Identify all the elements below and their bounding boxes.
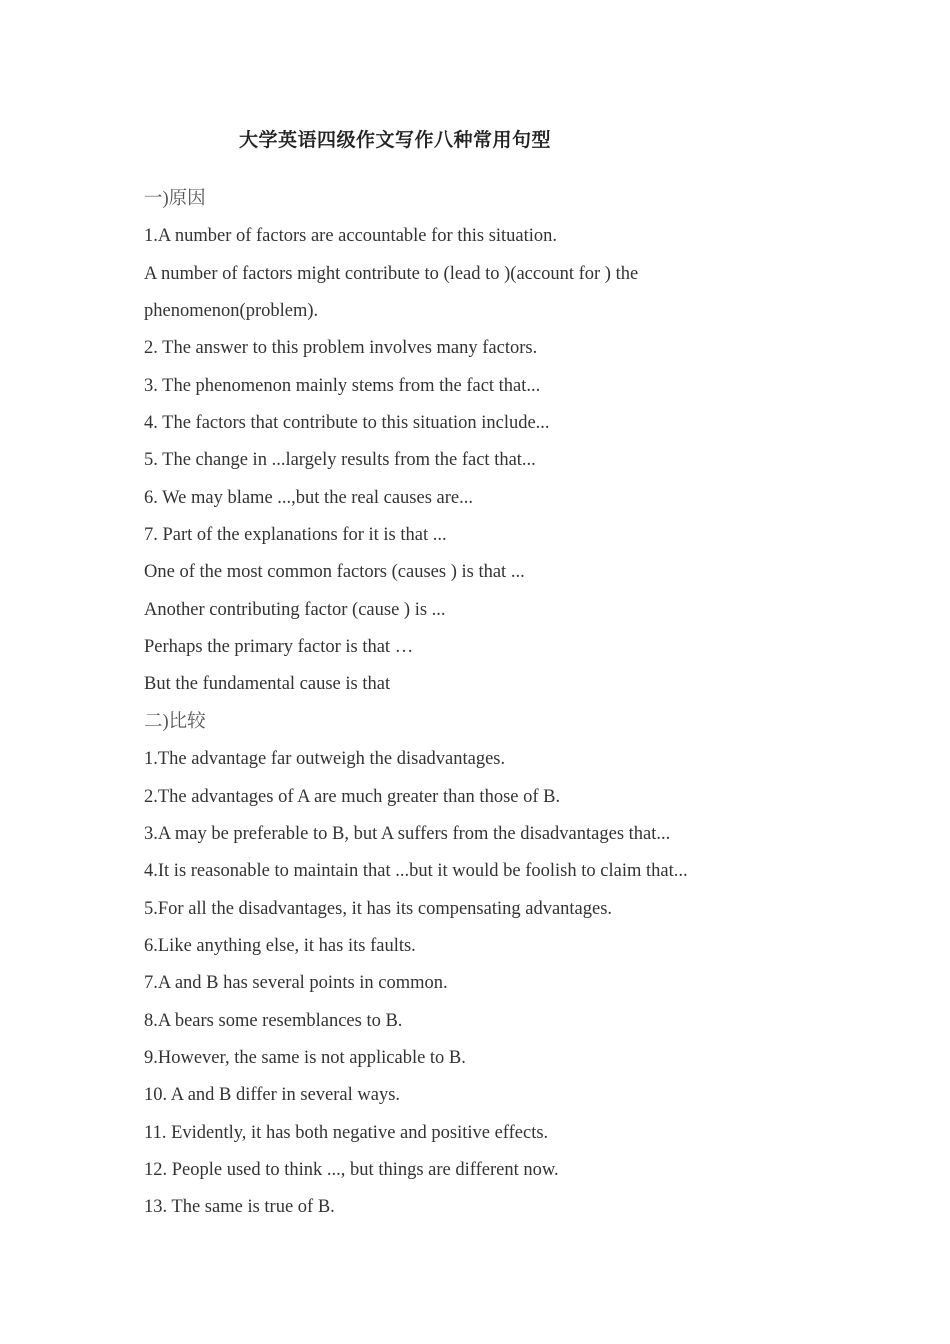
sentence-line: 2. The answer to this problem involves many factors. (144, 338, 538, 359)
sentence-line: One of the most common factors (causes ) is that ... (144, 562, 525, 583)
sentence-line: 8.A bears some resemblances to B. (144, 1010, 403, 1031)
sentence-line: 10. A and B differ in several ways. (144, 1085, 401, 1106)
sentence-line: 1.The advantage far outweigh the disadvantages. (144, 749, 506, 770)
sentence-line: 2.The advantages of A are much greater than those of B. (144, 786, 561, 807)
sentence-line: Another contributing factor (cause ) is ... (144, 599, 446, 620)
sentence-line: 11. Evidently, it has both negative and positive effects. (144, 1122, 549, 1143)
sentence-line: 5. The change in ...largely results from the fact that... (144, 450, 536, 471)
section-heading-comparison: 二)比较 (144, 711, 206, 732)
sentence-line: 6.Like anything else, it has its faults. (144, 935, 416, 956)
sentence-line: 9.However, the same is not applicable to B. (144, 1047, 466, 1068)
document-body (144, 181, 844, 1227)
sentence-line: 6. We may blame ...,but the real causes are... (144, 487, 473, 508)
sentence-line: 12. People used to think ..., but things are different now. (144, 1159, 559, 1180)
sentence-line: 4. The factors that contribute to this situation include... (144, 413, 550, 434)
sentence-line: 4.It is reasonable to maintain that ...but it would be foolish to claim that... (144, 861, 688, 882)
sentence-line: Perhaps the primary factor is that … (144, 637, 414, 658)
section-heading-causes: 一)原因 (144, 189, 206, 209)
sentence-line: phenomenon(problem). (144, 301, 319, 322)
sentence-line: 1.A number of factors are accountable for this situation. (144, 226, 558, 247)
sentence-line: 3. The phenomenon mainly stems from the fact that... (144, 375, 541, 396)
sentence-line: 3.A may be preferable to B, but A suffers from the disadvantages that... (144, 823, 671, 844)
document-title: 大学英语四级作文写作八种常用句型 (239, 130, 552, 151)
sentence-line: 7. Part of the explanations for it is that ... (144, 525, 447, 546)
sentence-line: 5.For all the disadvantages, it has its compensating advantages. (144, 898, 613, 919)
sentence-line: 7.A and B has several points in common. (144, 973, 448, 994)
sentence-line: 13. The same is true of B. (144, 1197, 335, 1218)
sentence-line: But the fundamental cause is that (144, 674, 391, 695)
sentence-line: A number of factors might contribute to (lead to )(account for ) the (144, 263, 639, 284)
